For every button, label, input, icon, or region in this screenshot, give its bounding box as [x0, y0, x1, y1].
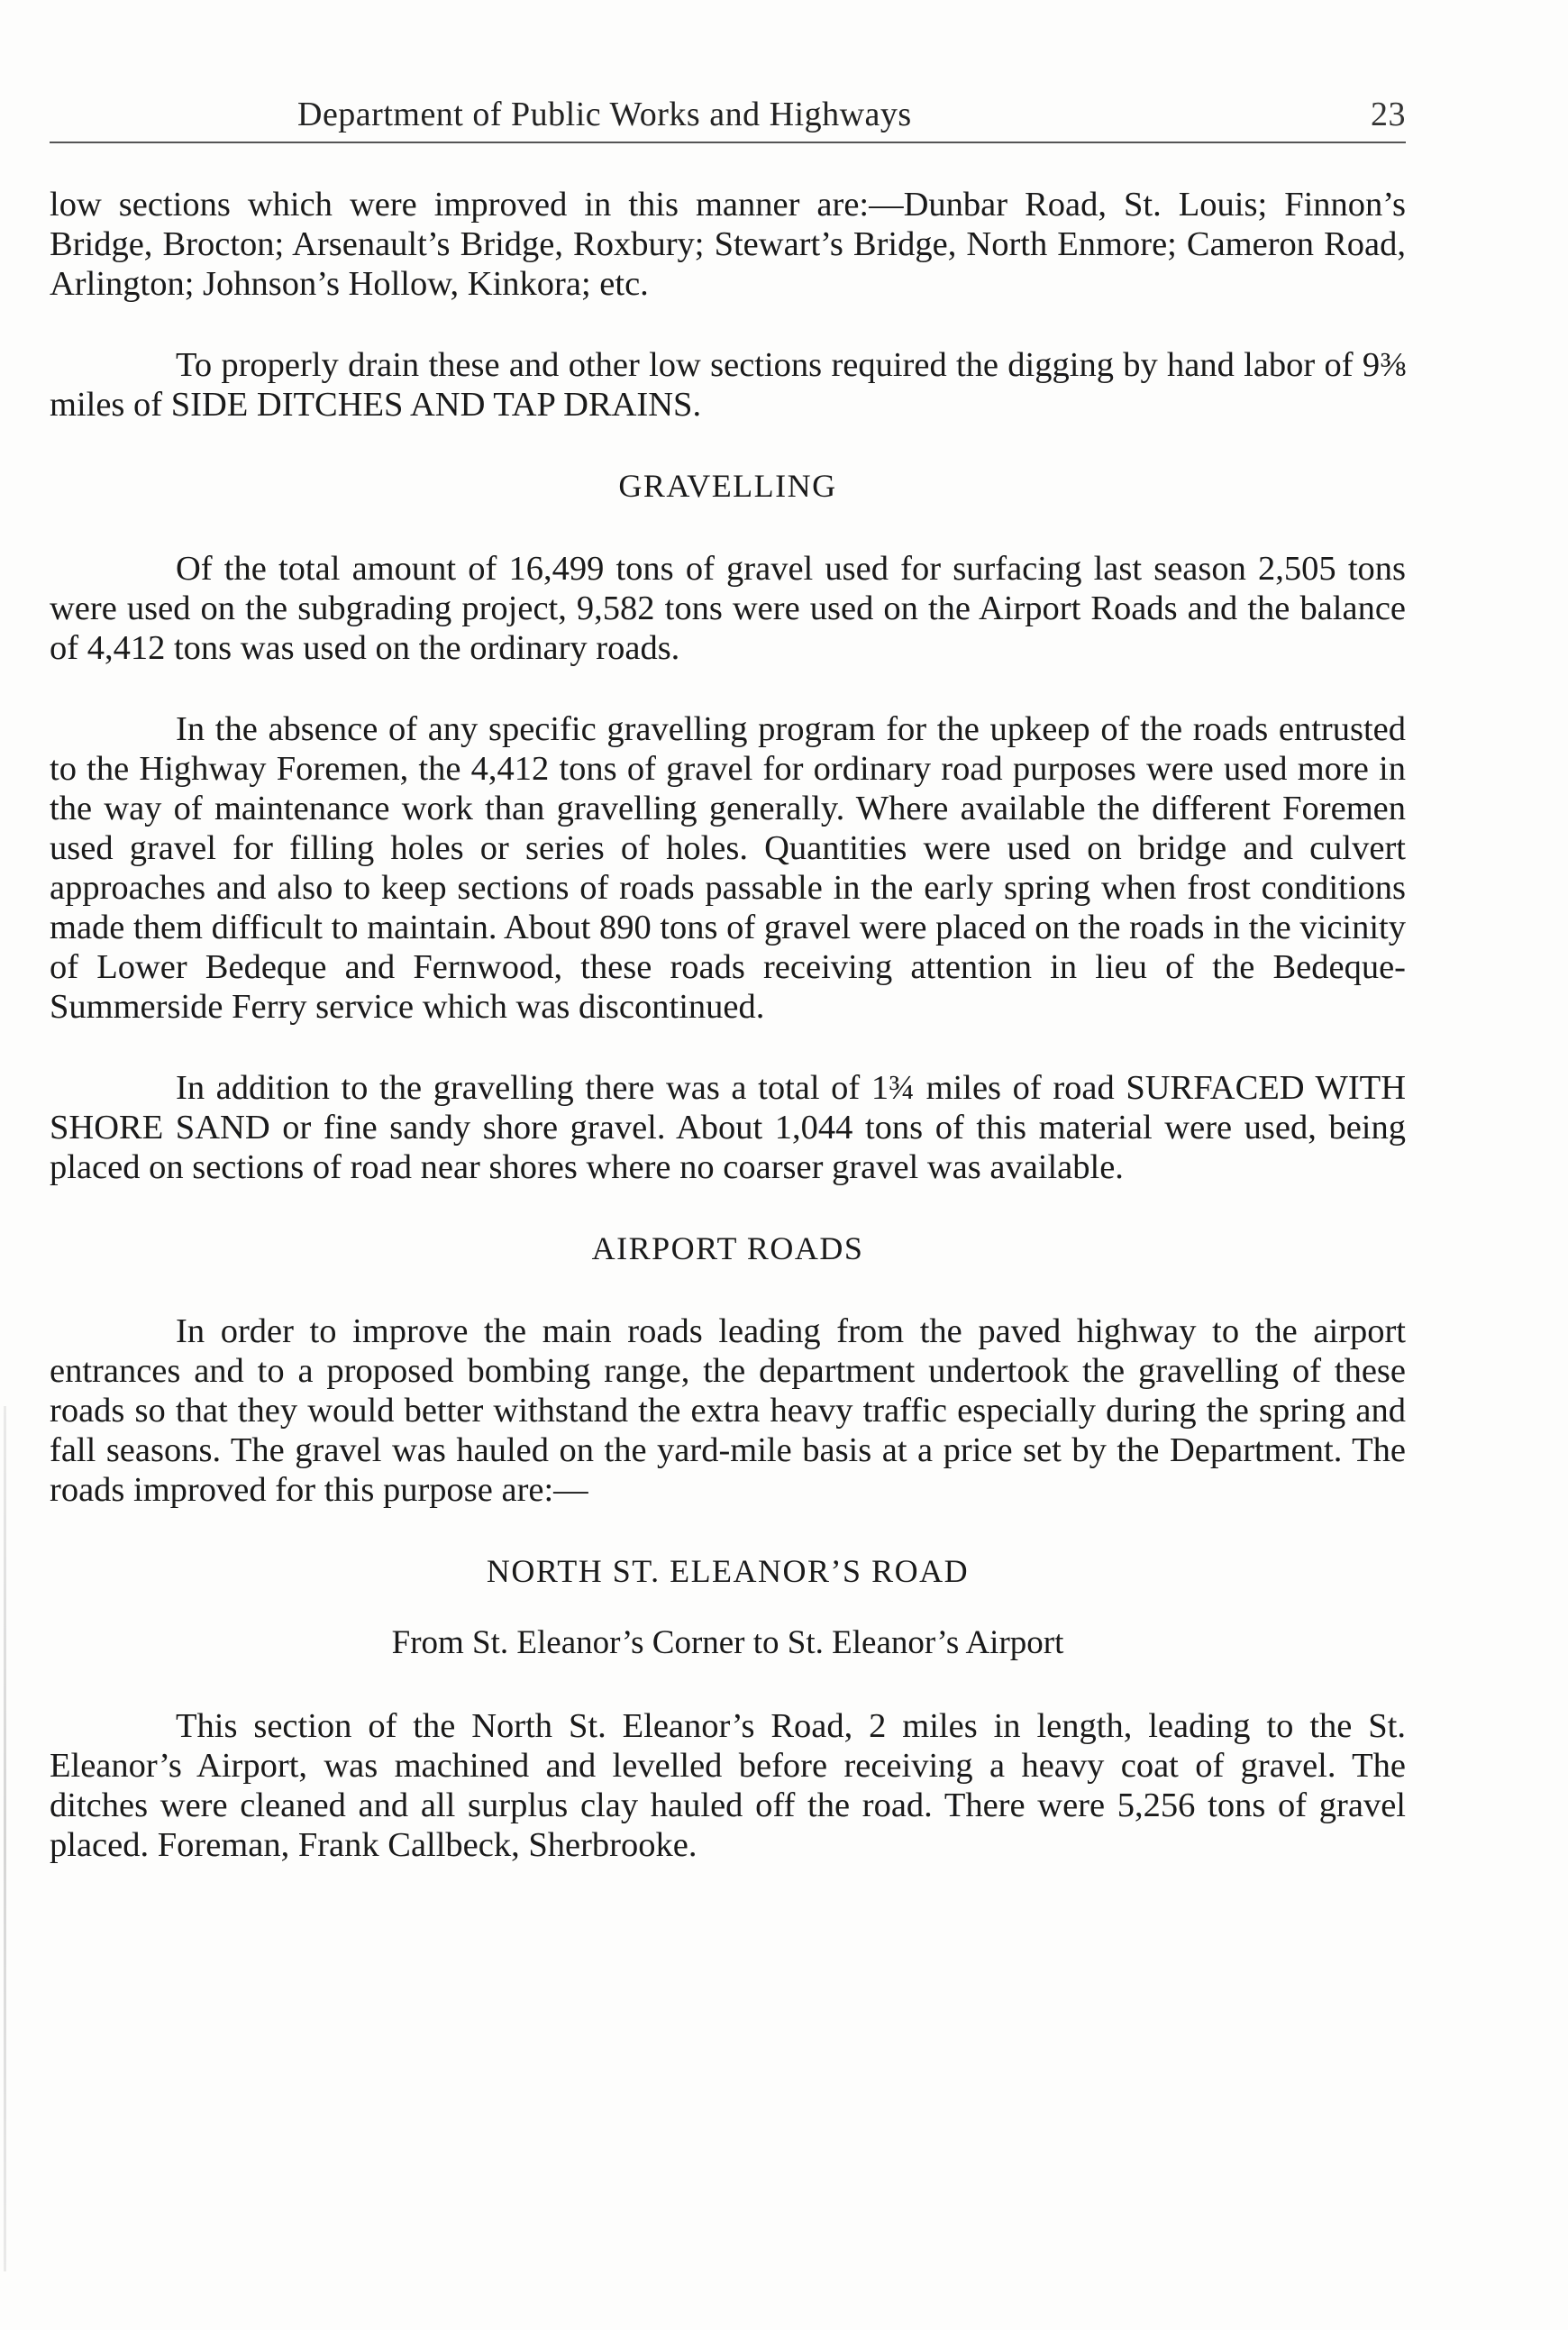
paragraph-north-st-eleanors: This section of the North St. Eleanor’s Road, 2 miles in length, leading to the St. Eleanor’s Airport, was machined and levelled before receiving a heavy coat of gravel. The ditches were cleaned and all surplus clay hauled off the road. There were 5,256 tons of gravel placed. Foreman, Frank Callbeck, Sherbrooke. — [50, 1707, 1406, 1864]
page-number: 23 — [1371, 96, 1406, 133]
page-body — [50, 185, 1406, 1906]
paragraph-airport-roads: In order to improve the main roads leading from the paved highway to the airport entrances and to a proposed bombing range, the department undertook the gravelling of these roads so that they would better withstand the extra heavy traffic especially during the spring and fall seasons. The gravel was hauled on the yard-mile basis at a price set by the Department. The roads improved for this purpose are:— — [50, 1312, 1406, 1509]
page-header — [50, 90, 1406, 144]
paragraph-gravel-totals: Of the total amount of 16,499 tons of gravel used for surfacing last season 2,505 tons were used on the subgrading project, 9,582 tons were used on the Airport Roads and the balance of 4,412 tons was used on the ordinary roads. — [50, 550, 1406, 667]
section-heading-gravelling: GRAVELLING — [618, 468, 837, 504]
scan-edge-mark — [4, 1406, 6, 2271]
paragraph-drainage: To properly drain these and other low sections required the digging by hand labor of 9⅜ miles of SIDE DITCHES AND TAP DRAINS. — [50, 346, 1406, 424]
paragraph-shore-sand: In addition to the gravelling there was a total of 1¾ miles of road SURFACED WITH SHORE SAND or fine sandy shore gravel. About 1,044 tons of this material were used, being placed on sections of road near shores where no coarser gravel was available. — [50, 1069, 1406, 1186]
header-rule — [50, 142, 1406, 143]
section-heading-north-st-eleanors-road: NORTH ST. ELEANOR’S ROAD — [486, 1553, 970, 1589]
section-subheading-route: From St. Eleanor’s Corner to St. Eleanor’s Airport — [391, 1624, 1064, 1661]
running-title: Department of Public Works and Highways — [297, 96, 912, 133]
paragraph-low-sections: low sections which were improved in this manner are:—Dunbar Road, St. Louis; Finnon’s Bridge, Brocton; Arsenault’s Bridge, Roxbury; Stewart’s Bridge, North Enmore; Cameron Road, Arlington; Johnson’s Hollow, Kinkora; etc. — [50, 186, 1406, 303]
paragraph-gravel-program: In the absence of any specific gravelling program for the upkeep of the roads entrusted to the Highway Foremen, the 4,412 tons of gravel for ordinary road purposes were used more in the way of maintenance work than gravelling generally. Where available the different Foremen used gravel for filling holes or series of holes. Quantities were used on bridge and culvert approaches and also to keep sections of roads passable in the early spring when frost conditions made them difficult to maintain. About 890 tons of gravel were placed on the roads in the vicinity of Lower Bedeque and Fernwood, these roads receiving attention in lieu of the Bedeque-Summerside Ferry service which was discontinued. — [50, 710, 1406, 1026]
section-heading-airport-roads: AIRPORT ROADS — [591, 1230, 864, 1266]
